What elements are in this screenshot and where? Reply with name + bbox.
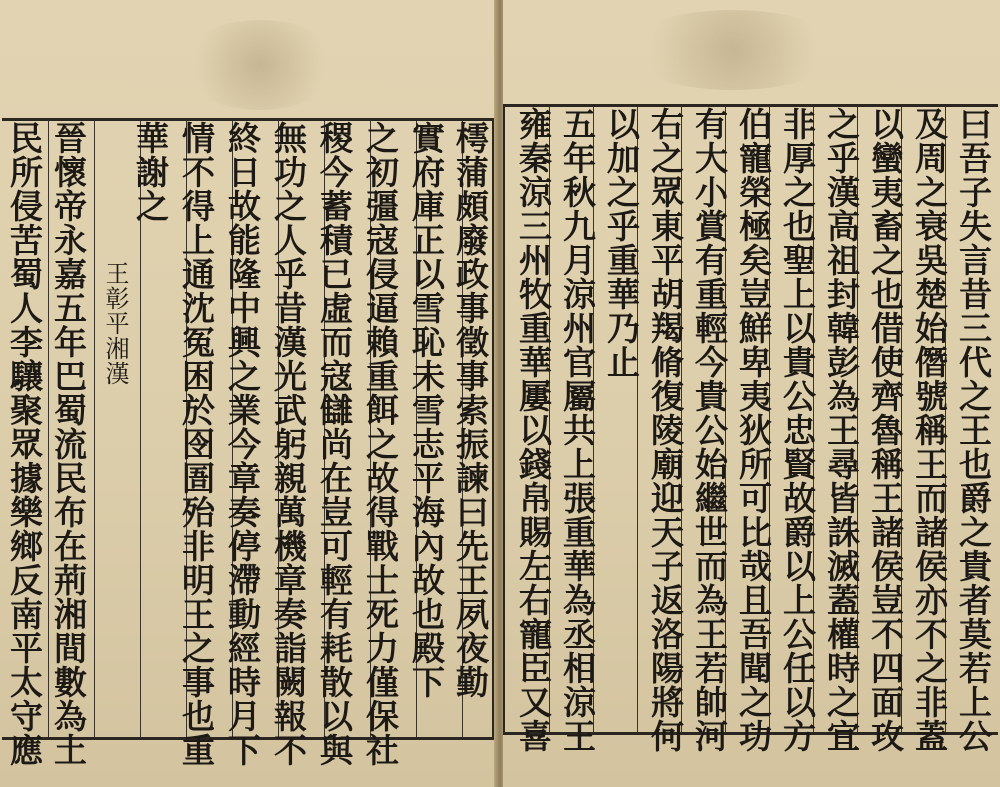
right-page <box>503 0 1000 787</box>
left-page-frame <box>2 118 494 767</box>
text-column: 及周之衰吳楚始僭號稱王而諸侯亦不之非蓋 <box>910 107 949 753</box>
right-page-frame <box>503 104 998 753</box>
left-page <box>0 0 497 787</box>
section-heading: 王彰平湘漢 <box>101 261 129 386</box>
text-column: 曰吾子失言昔三代之王也爵之貴者莫若上公 <box>954 107 993 753</box>
text-column: 實府庫正以雪恥未雪志平海內故也殿下 <box>407 121 446 699</box>
paper-stain <box>623 10 843 90</box>
text-column: 之初彊寇侵逼賴重餌之故得戰士死力僅保社 <box>361 121 400 767</box>
text-column: 民所侵苦蜀人李驤聚眾據樂鄉反南平太守應 <box>5 121 44 767</box>
text-column: 華謝之 <box>131 121 170 223</box>
text-column: 之乎漢高祖封韓彭為王尋皆誅滅蓋權時之宜 <box>822 107 861 753</box>
paper-stain <box>180 20 340 110</box>
text-column: 無功之人乎昔漢光武躬親萬機章奏詣闕報不 <box>269 121 308 767</box>
text-column: 右之眾東平胡羯脩復陵廟迎天子返洛陽將何 <box>646 107 685 753</box>
text-column: 以蠻夷畜之也借使齊魯稱王諸侯豈不四面攻 <box>866 107 905 753</box>
text-column: 非厚之也聖上以貴公忠賢故爵以上公任以方 <box>778 107 817 753</box>
text-column: 以加之乎重華乃止 <box>602 107 641 379</box>
text-column: 晉懷帝永嘉五年巴蜀流民布在荊湘間數為土 <box>49 121 88 767</box>
text-column: 樗蒲頗廢政事徵事索振諫曰先王夙夜勤 <box>451 121 490 699</box>
text-column: 情不得上通沈冤困於囹圄殆非明王之事也重 <box>177 121 216 767</box>
text-column: 雍秦涼三州牧重華屢以錢帛賜左右寵臣又喜 <box>514 107 553 753</box>
column-rule <box>94 121 95 737</box>
text-column: 稷今蓄積已虛而寇讎尚在豈可輕有耗散以與 <box>315 121 354 767</box>
text-column: 伯寵榮極矣豈鮮卑夷狄所可比哉且吾聞之功 <box>734 107 773 753</box>
text-column: 有大小賞有重輕今貴公始繼世而為王若帥河 <box>690 107 729 753</box>
text-column: 五年秋九月涼州官屬共上張重華為丞相涼王 <box>558 107 597 753</box>
text-column: 終日故能隆中興之業今章奏停滯動經時月下 <box>223 121 262 767</box>
